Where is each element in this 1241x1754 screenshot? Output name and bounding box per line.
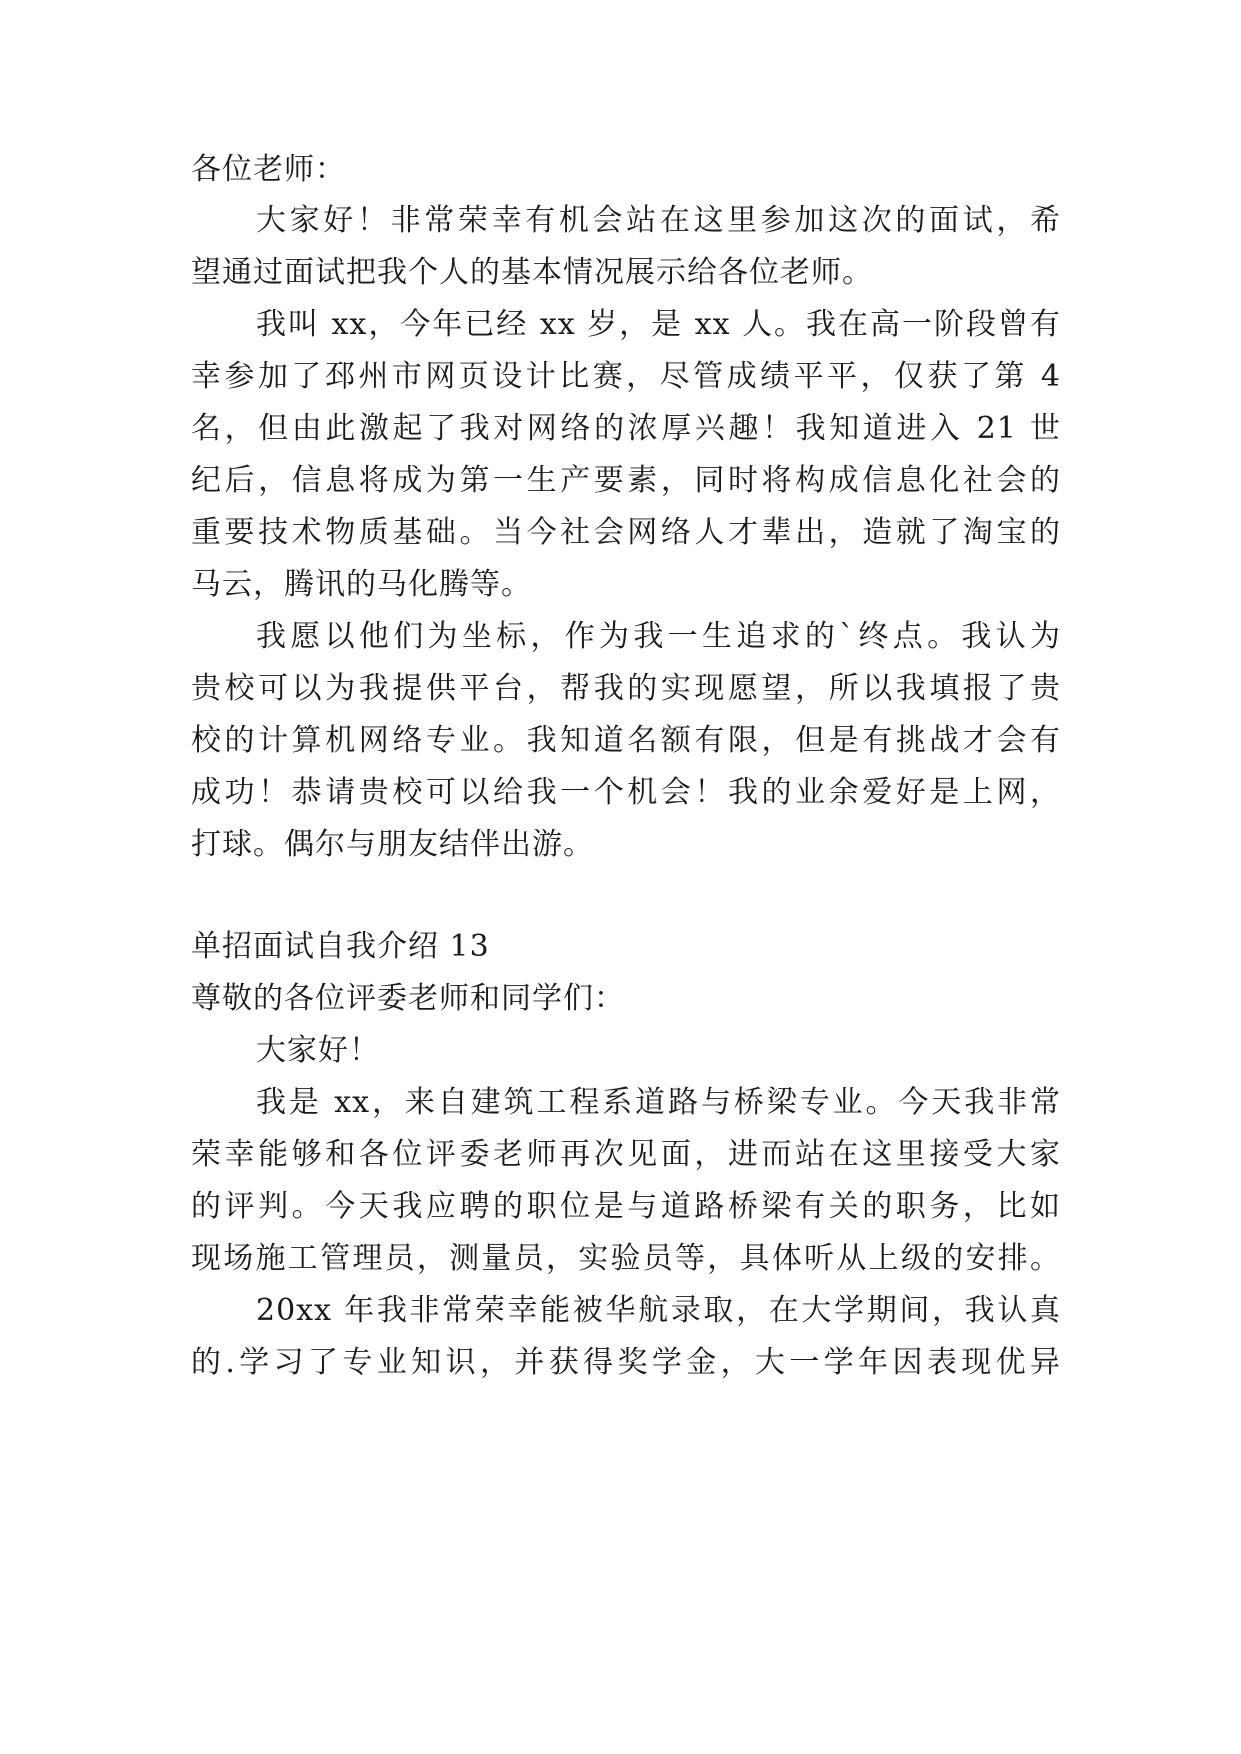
paragraph-line: 马云，腾讯的马化腾等。 (191, 567, 532, 602)
paragraph-line: 的.学习了专业知识，并获得奖学金，大一学年因表现优异 (191, 1345, 1061, 1380)
section-title: 单招面试自我介绍 13 (191, 929, 490, 964)
paragraph-line: 大家好！非常荣幸有机会站在这里参加这次的面试，希 (256, 203, 1061, 238)
paragraph-line: 荣幸能够和各位评委老师再次见面，进而站在这里接受大家 (191, 1137, 1061, 1172)
paragraph-line: 贵校可以为我提供平台，帮我的实现愿望，所以我填报了贵 (191, 671, 1061, 706)
salutation: 各位老师： (191, 152, 346, 187)
paragraph-line: 打球。偶尔与朋友结伴出游。 (191, 827, 594, 862)
paragraph-line: 现场施工管理员，测量员，实验员等，具体听从上级的安排。 (191, 1241, 1061, 1276)
paragraph-line: 我叫 xx，今年已经 xx 岁，是 xx 人。我在高一阶段曾有 (256, 307, 1061, 342)
paragraph-line: 校的计算机网络专业。我知道名额有限，但是有挑战才会有 (191, 723, 1061, 758)
paragraph-line: 20xx 年我非常荣幸能被华航录取，在大学期间，我认真 (256, 1293, 1061, 1328)
paragraph-line: 重要技术物质基础。当今社会网络人才辈出，造就了淘宝的 (191, 515, 1061, 550)
paragraph-line: 望通过面试把我个人的基本情况展示给各位老师。 (191, 255, 873, 290)
salutation: 尊敬的各位评委老师和同学们： (191, 981, 625, 1016)
paragraph-line: 我是 xx，来自建筑工程系道路与桥梁专业。今天我非常 (256, 1085, 1061, 1120)
paragraph-line: 幸参加了邳州市网页设计比赛，尽管成绩平平，仅获了第 4 (191, 359, 1061, 394)
paragraph-line: 的评判。今天我应聘的职位是与道路桥梁有关的职务，比如 (191, 1189, 1061, 1224)
paragraph-line: 名，但由此激起了我对网络的浓厚兴趣！我知道进入 21 世 (191, 411, 1061, 446)
paragraph-line: 我愿以他们为坐标，作为我一生追求的`终点。我认为 (256, 619, 1061, 654)
paragraph-line: 纪后，信息将成为第一生产要素，同时将构成信息化社会的 (191, 463, 1061, 498)
paragraph-line: 成功！恭请贵校可以给我一个机会！我的业余爱好是上网， (191, 775, 1061, 810)
greeting: 大家好！ (256, 1033, 380, 1068)
